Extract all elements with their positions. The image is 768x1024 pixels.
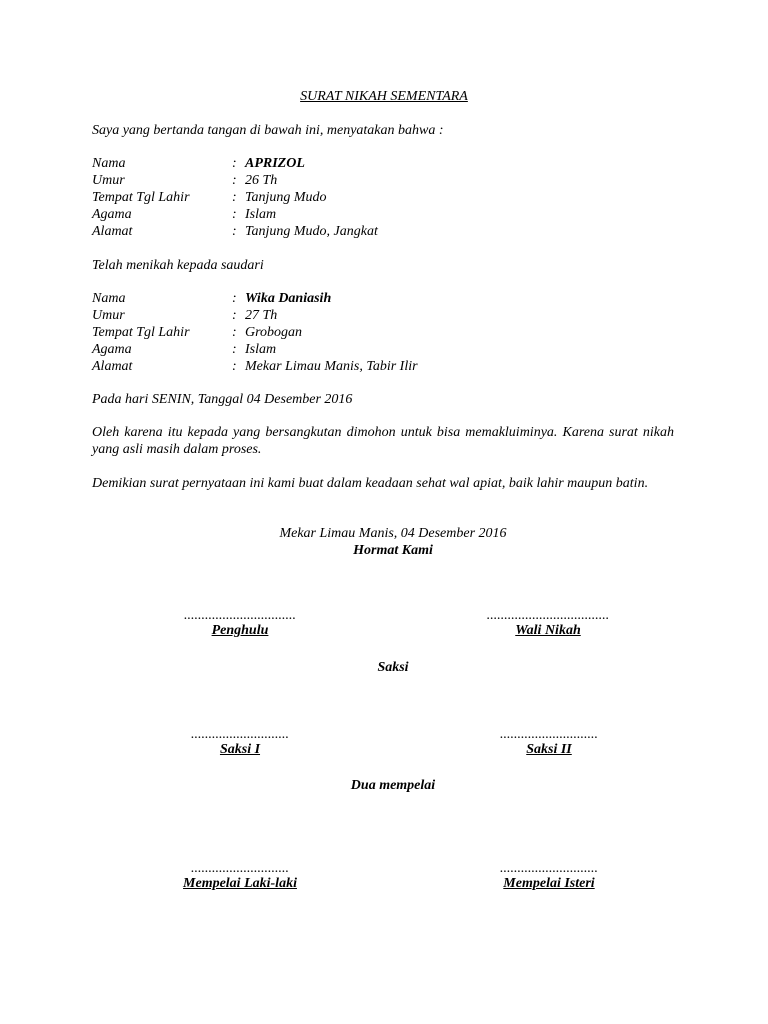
colon: : <box>232 308 237 323</box>
bride-address-label: Alamat <box>92 359 133 374</box>
groom-address-value: Tanjung Mudo, Jangkat <box>245 224 378 239</box>
signature-saksi-1 <box>175 729 305 758</box>
signature-name: Mempelai Isteri <box>503 876 595 891</box>
signature-line: ................................ <box>184 608 296 623</box>
intro-text: Saya yang bertanda tangan di bawah ini, menyatakan bahwa : <box>92 123 444 138</box>
groom-age-label: Umur <box>92 173 125 188</box>
groom-birthplace-label: Tempat Tgl Lahir <box>92 190 190 205</box>
colon: : <box>232 291 237 306</box>
groom-name-value: APRIZOL <box>245 156 305 171</box>
signature-saksi-2 <box>484 729 614 758</box>
bride-birthplace-value: Grobogan <box>245 325 303 340</box>
signature-mempelai-isteri <box>479 863 619 892</box>
bride-name-value: Wika Daniasih <box>245 291 332 306</box>
groom-birthplace-value: Tanjung Mudo <box>245 190 327 205</box>
signature-name: Saksi II <box>526 742 572 757</box>
place-date: Mekar Limau Manis, 04 Desember 2016 <box>279 526 507 541</box>
bride-religion-value: Islam <box>245 342 277 357</box>
groom-religion-value: Islam <box>245 207 277 222</box>
signature-name: Wali Nikah <box>515 623 581 638</box>
colon: : <box>232 207 237 222</box>
witness-heading: Saksi <box>377 660 409 675</box>
signature-line: ............................ <box>500 861 598 876</box>
closing-greeting: Hormat Kami <box>353 543 433 558</box>
bride-religion-label: Agama <box>92 342 132 357</box>
groom-religion-label: Agama <box>92 207 132 222</box>
bride-age-value: 27 Th <box>245 308 278 323</box>
signature-penghulu <box>170 610 310 639</box>
colon: : <box>232 190 237 205</box>
signature-line: ............................ <box>500 727 598 742</box>
bride-age-label: Umur <box>92 308 125 323</box>
colon: : <box>232 359 237 374</box>
document-title: SURAT NIKAH SEMENTARA <box>300 89 468 104</box>
bride-name-label: Nama <box>92 291 126 306</box>
signature-line: ............................ <box>191 727 289 742</box>
date-line: Pada hari SENIN, Tanggal 04 Desember 2016 <box>92 392 353 407</box>
paragraph-closing: Demikian surat pernyataan ini kami buat dalam keadaan sehat wal apiat, baik lahir maupun batin. <box>92 476 649 491</box>
groom-name-label: Nama <box>92 156 126 171</box>
married-to-text: Telah menikah kepada saudari <box>92 258 264 273</box>
signature-name: Saksi I <box>219 742 261 757</box>
paragraph-reason: Oleh karena itu kepada yang bersangkutan dimohon untuk bisa memakluiminya. Karena surat nikah yang asli masih dalam proses. <box>92 425 674 457</box>
colon: : <box>232 173 237 188</box>
bride-address-value: Mekar Limau Manis, Tabir Ilir <box>245 359 418 374</box>
couple-heading: Dua mempelai <box>350 778 436 793</box>
bride-birthplace-label: Tempat Tgl Lahir <box>92 325 190 340</box>
signature-mempelai-laki <box>165 863 315 892</box>
signature-name: Penghulu <box>211 623 269 638</box>
signature-name: Mempelai Laki-laki <box>183 876 297 891</box>
signature-line: ................................... <box>486 608 610 623</box>
colon: : <box>232 325 237 340</box>
colon: : <box>232 156 237 171</box>
groom-address-label: Alamat <box>92 224 133 239</box>
signature-line: ............................ <box>191 861 289 876</box>
groom-age-value: 26 Th <box>245 173 278 188</box>
signature-wali-nikah <box>473 610 623 639</box>
colon: : <box>232 342 237 357</box>
colon: : <box>232 224 237 239</box>
